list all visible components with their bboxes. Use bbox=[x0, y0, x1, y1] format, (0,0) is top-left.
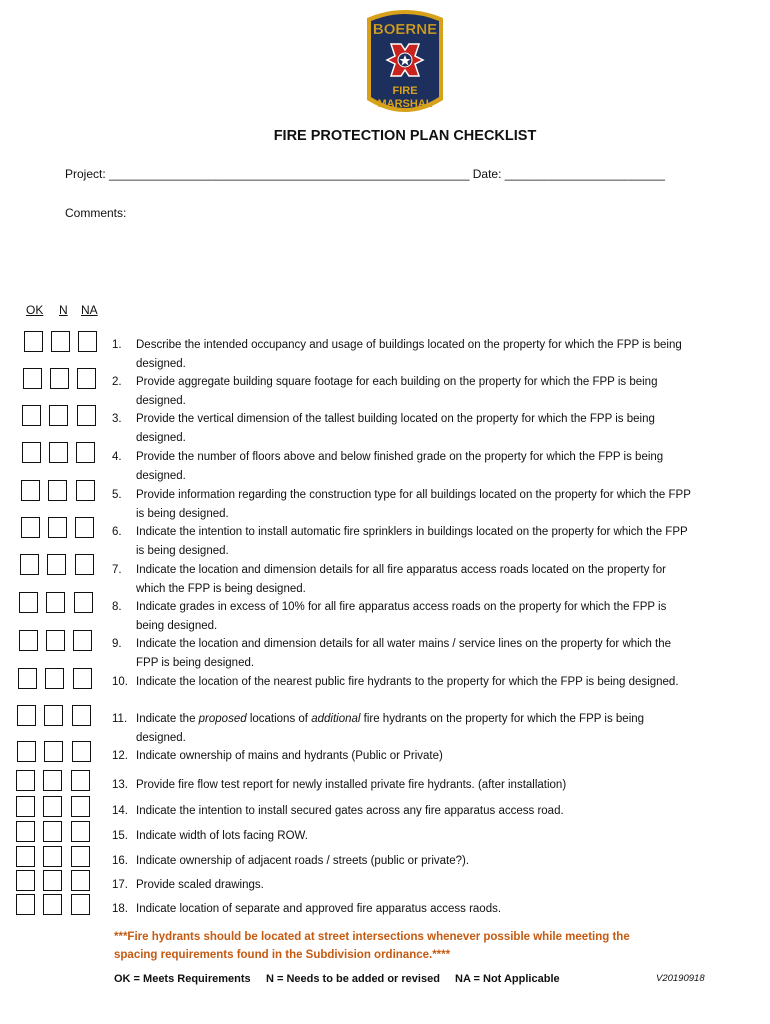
checklist-item: 11. Indicate the proposed locations of additional fire hydrants on the property for which the FPP is being designed. bbox=[112, 713, 645, 744]
checkbox-n-14[interactable] bbox=[43, 796, 62, 817]
checkbox-n-2[interactable] bbox=[50, 368, 69, 389]
checkbox-na-4[interactable] bbox=[76, 442, 95, 463]
page-title: FIRE PROTECTION PLAN CHECKLIST bbox=[273, 128, 537, 144]
checkbox-ok-5[interactable] bbox=[21, 480, 40, 501]
checkbox-n-7[interactable] bbox=[47, 554, 66, 575]
checkbox-na-7[interactable] bbox=[75, 554, 94, 575]
checkbox-na-9[interactable] bbox=[73, 630, 92, 651]
checkbox-na-5[interactable] bbox=[76, 480, 95, 501]
checkbox-na-1[interactable] bbox=[78, 331, 97, 352]
checklist-item: 10. Indicate the location of the nearest public fire hydrants to the property for which the FPP is being designed. bbox=[112, 676, 679, 688]
checkbox-na-2[interactable] bbox=[77, 368, 96, 389]
column-header-ok: OK bbox=[26, 303, 44, 317]
checkbox-na-6[interactable] bbox=[75, 517, 94, 538]
checkbox-ok-8[interactable] bbox=[19, 592, 38, 613]
checkbox-na-13[interactable] bbox=[71, 770, 90, 791]
checkbox-ok-9[interactable] bbox=[19, 630, 38, 651]
checkbox-ok-17[interactable] bbox=[16, 870, 35, 891]
maltese-cross-icon bbox=[387, 44, 423, 76]
checklist-item: 7. Indicate the location and dimension details for all fire apparatus access roads located on the property for which the FPP is being designed. bbox=[112, 564, 666, 595]
checkbox-ok-7[interactable] bbox=[20, 554, 39, 575]
boerne-fire-marshal-logo bbox=[361, 8, 449, 120]
checkbox-ok-6[interactable] bbox=[21, 517, 40, 538]
checklist-item: 15. Indicate width of lots facing ROW. bbox=[112, 830, 308, 842]
checkbox-na-15[interactable] bbox=[71, 821, 90, 842]
checkbox-na-18[interactable] bbox=[71, 894, 90, 915]
checklist-item: 8. Indicate grades in excess of 10% for all fire apparatus access roads on the property for which the FPP is being designed. bbox=[112, 601, 667, 632]
checklist-item: 4. Provide the number of floors above and below finished grade on the property for which the FPP is being designed. bbox=[112, 451, 664, 482]
checkbox-ok-3[interactable] bbox=[22, 405, 41, 426]
column-header-na: NA bbox=[81, 303, 98, 317]
checkbox-n-4[interactable] bbox=[49, 442, 68, 463]
checkbox-n-13[interactable] bbox=[43, 770, 62, 791]
checkbox-n-10[interactable] bbox=[45, 668, 64, 689]
checklist-item: 12. Indicate ownership of mains and hydrants (Public or Private) bbox=[112, 750, 443, 762]
checklist-item: 1. Describe the intended occupancy and usage of buildings located on the property for which the FPP is being designed. bbox=[112, 339, 682, 370]
checkbox-ok-2[interactable] bbox=[23, 368, 42, 389]
checkbox-n-3[interactable] bbox=[49, 405, 68, 426]
checklist-item: 6. Indicate the intention to install automatic fire sprinklers in buildings located on the property for which the FPP is being designed. bbox=[112, 526, 688, 557]
checkbox-na-17[interactable] bbox=[71, 870, 90, 891]
checkbox-n-9[interactable] bbox=[46, 630, 65, 651]
checklist-item: 17. Provide scaled drawings. bbox=[112, 879, 264, 891]
logo-bottom-line2: MARSHAL bbox=[377, 98, 433, 110]
legend-na: NA = Not Applicable bbox=[455, 973, 560, 985]
checkbox-na-14[interactable] bbox=[71, 796, 90, 817]
checkbox-ok-15[interactable] bbox=[16, 821, 35, 842]
checkbox-na-16[interactable] bbox=[71, 846, 90, 867]
checkbox-na-10[interactable] bbox=[73, 668, 92, 689]
comments-label: Comments: bbox=[65, 206, 127, 220]
checkbox-n-8[interactable] bbox=[46, 592, 65, 613]
checkbox-ok-4[interactable] bbox=[22, 442, 41, 463]
checkbox-ok-12[interactable] bbox=[17, 741, 36, 762]
checklist-item: 2. Provide aggregate building square footage for each building on the property for which the FPP is being designed. bbox=[112, 376, 658, 407]
version-label: V20190918 bbox=[656, 973, 705, 984]
checkbox-na-11[interactable] bbox=[72, 705, 91, 726]
checkbox-n-1[interactable] bbox=[51, 331, 70, 352]
legend-n: N = Needs to be added or revised bbox=[266, 973, 440, 985]
checkbox-n-5[interactable] bbox=[48, 480, 67, 501]
checklist-item: 5. Provide information regarding the construction type for all buildings located on the property for which the FPP is being designed. bbox=[112, 489, 691, 520]
checkbox-n-15[interactable] bbox=[43, 821, 62, 842]
checkbox-ok-10[interactable] bbox=[18, 668, 37, 689]
checkbox-ok-11[interactable] bbox=[17, 705, 36, 726]
checkbox-n-12[interactable] bbox=[44, 741, 63, 762]
logo-bottom-line1: FIRE bbox=[392, 85, 418, 97]
checkbox-ok-1[interactable] bbox=[24, 331, 43, 352]
checkbox-n-18[interactable] bbox=[43, 894, 62, 915]
checklist-item: 13. Provide fire flow test report for newly installed private fire hydrants. (after installation) bbox=[112, 779, 567, 791]
checkbox-na-12[interactable] bbox=[72, 741, 91, 762]
checklist-item: 3. Provide the vertical dimension of the tallest building located on the property for which the FPP is being designed. bbox=[112, 413, 655, 444]
checkbox-na-3[interactable] bbox=[77, 405, 96, 426]
checklist-item: 16. Indicate ownership of adjacent roads / streets (public or private?). bbox=[112, 855, 470, 867]
checkbox-ok-16[interactable] bbox=[16, 846, 35, 867]
column-header-n: N bbox=[59, 303, 68, 317]
checklist-item: 9. Indicate the location and dimension details for all water mains / service lines on the property for which the FPP is being designed. bbox=[112, 638, 672, 669]
project-date-line[interactable]: Project: ______________________________________________________ Date: ________________________ bbox=[65, 167, 665, 181]
checklist-item: 14. Indicate the intention to install secured gates across any fire apparatus access road. bbox=[112, 805, 564, 817]
checkbox-na-8[interactable] bbox=[74, 592, 93, 613]
legend-ok: OK = Meets Requirements bbox=[114, 973, 251, 985]
checkbox-n-11[interactable] bbox=[44, 705, 63, 726]
checklist-item: 18. Indicate location of separate and approved fire apparatus access raods. bbox=[112, 903, 502, 915]
checkbox-n-16[interactable] bbox=[43, 846, 62, 867]
hydrant-note: ***Fire hydrants should be located at street intersections whenever possible while meeting the spacing requirements found in the Subdivision ordinance.**** bbox=[114, 931, 630, 961]
checkbox-ok-14[interactable] bbox=[16, 796, 35, 817]
checkbox-n-6[interactable] bbox=[48, 517, 67, 538]
logo-top-text: BOERNE bbox=[372, 21, 438, 38]
checkbox-ok-18[interactable] bbox=[16, 894, 35, 915]
checkbox-n-17[interactable] bbox=[43, 870, 62, 891]
checkbox-ok-13[interactable] bbox=[16, 770, 35, 791]
